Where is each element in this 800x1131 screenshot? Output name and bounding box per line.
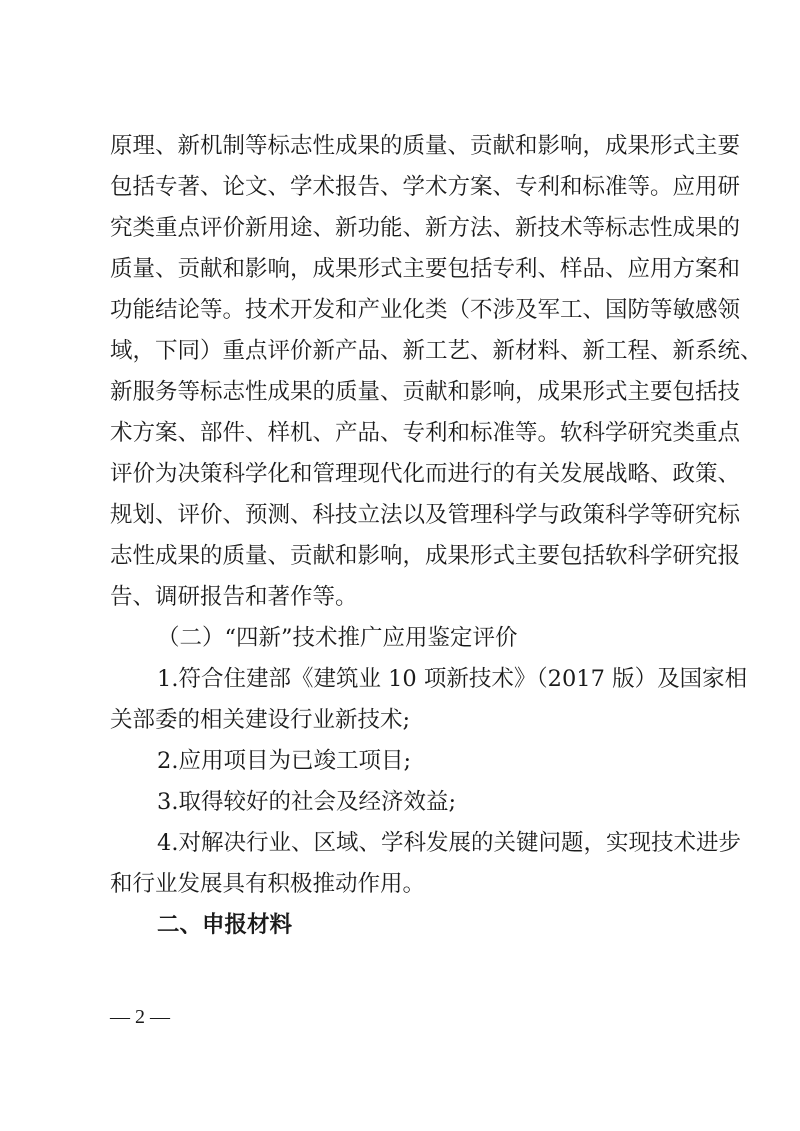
body-text-line: 域，下同）重点评价新产品、新工艺、新材料、新工程、新系统、 <box>110 338 763 364</box>
body-text-line: 评价为决策科学化和管理现代化而进行的有关发展战略、政策、 <box>110 461 741 487</box>
body-text-line: 功能结论等。技术开发和产业化类（不涉及军工、国防等敏感领 <box>110 297 741 323</box>
body-text-line: 原理、新机制等标志性成果的质量、贡献和影响，成果形式主要 <box>110 133 741 159</box>
list-item-4-continued: 和行业发展具有积极推动作用。 <box>110 871 426 897</box>
list-item-1: 1.符合住建部《建筑业 10 项新技术》（2017 版）及国家相 <box>157 666 748 692</box>
list-item-3: 3.取得较好的社会及经济效益; <box>157 789 457 815</box>
body-text-line: 规划、评价、预测、科技立法以及管理科学与政策科学等研究标 <box>110 502 741 528</box>
list-item-1-continued: 关部委的相关建设行业新技术; <box>110 707 411 733</box>
page-number: — 2 — <box>110 1006 170 1028</box>
body-text-line: 告、调研报告和著作等。 <box>110 584 358 610</box>
list-item-2: 2.应用项目为已竣工项目; <box>157 748 412 774</box>
body-text-line: 包括专著、论文、学术报告、学术方案、专利和标准等。应用研 <box>110 174 741 200</box>
body-text-line: 质量、贡献和影响，成果形式主要包括专利、样品、应用方案和 <box>110 256 741 282</box>
document-page <box>110 126 763 946</box>
section-title: （二）“四新”技术推广应用鉴定评价 <box>157 625 518 651</box>
section-heading: 二、申报材料 <box>157 912 293 938</box>
body-text-line: 术方案、部件、样机、产品、专利和标准等。软科学研究类重点 <box>110 420 741 446</box>
body-text-line: 究类重点评价新用途、新功能、新方法、新技术等标志性成果的 <box>110 215 741 241</box>
body-text-line: 新服务等标志性成果的质量、贡献和影响，成果形式主要包括技 <box>110 379 741 405</box>
body-text-line: 志性成果的质量、贡献和影响，成果形式主要包括软科学研究报 <box>110 543 741 569</box>
list-item-4: 4.对解决行业、区域、学科发展的关键问题，实现技术进步 <box>157 830 741 856</box>
